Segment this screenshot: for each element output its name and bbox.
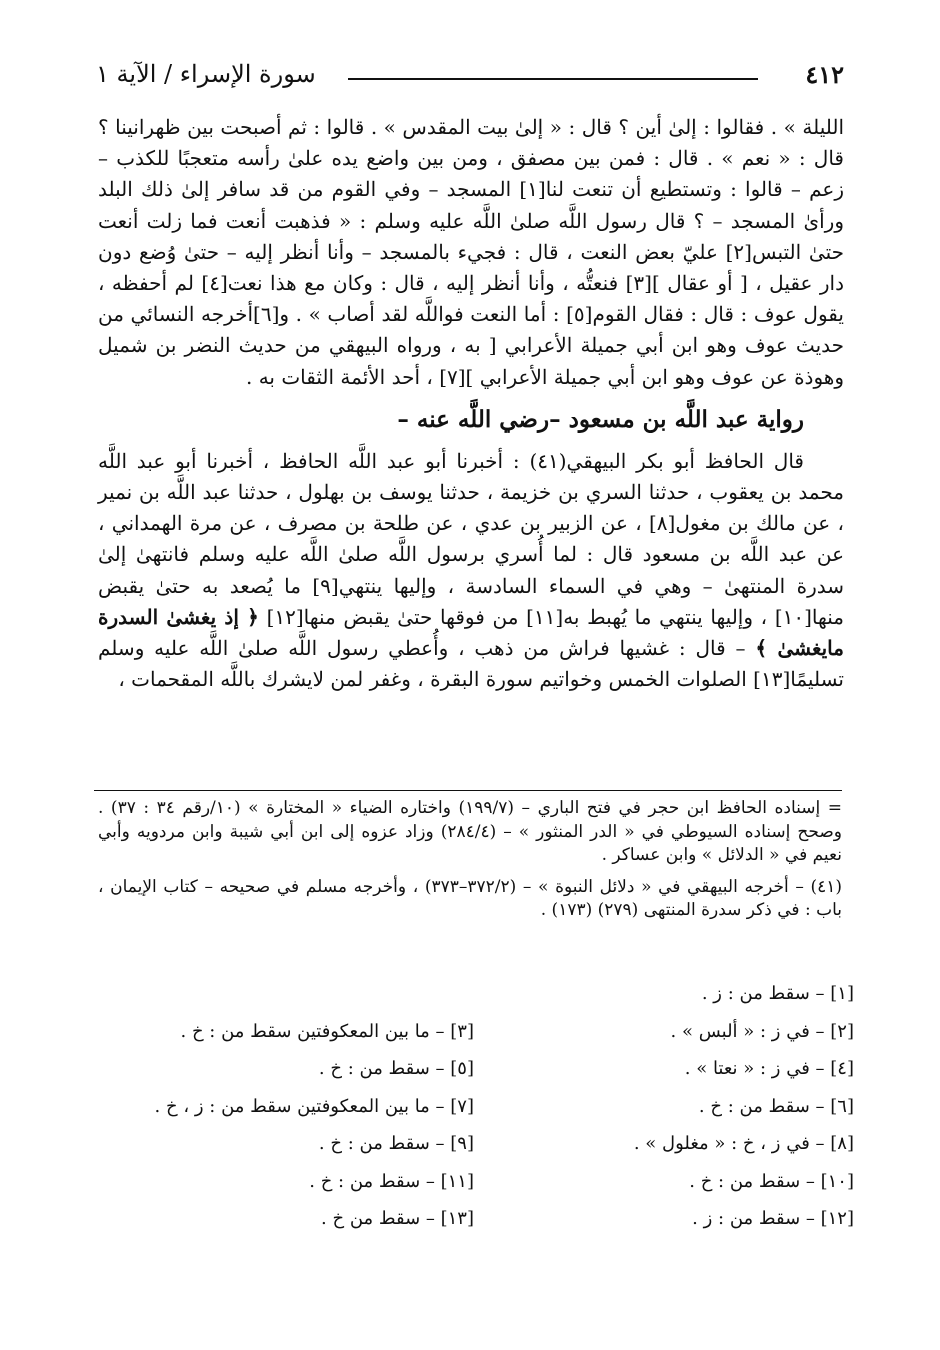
paragraph-intro: قال الحافظ أبو بكر البيهقي(٤١) : أخبرنا أبو عبد اللَّه الحافظ ، أخبرنا أبو عبد اللَّه محمد بن يعقوب ، حدثنا السري بن خزيمة ، حدثنا يوسف بن بهلول ، حدثنا عبد اللَّه بن نمير ، عن مالك بن مغول[٨] ، عن الزبير بن عدي ، عن طلحة بن مصرف ، عن مرة الهمداني ، عن عبد اللَّه بن مسعود قال : لما أُسري برسول اللَّه صلىٰ اللَّه عليه وسلم فانتهىٰ إلىٰ سدرة المنتهىٰ – وهي في السماء السادسة ، وإليها ينتهي[٩] ما يُصعد به حتىٰ يقبض منها[١٠] ، وإليها ينتهي ما يُهبط به[١١] من فوقها حتىٰ يقبض منها[١٢] — [98, 448, 845, 629]
variant-note: [١٠] – سقط من : خ . — [689, 1170, 854, 1192]
variant-row — [98, 1125, 854, 1163]
variant-note: [٨] – في ز ، خ : « مغلول » . — [633, 1133, 854, 1155]
running-title: سورة الإسراء / الآية ١ — [96, 60, 316, 88]
footnote-continued: = إسناده الحافظ ابن حجر في فتح الباري – (١٩٩/٧) واختاره الضياء « المختارة » (١٠/رقم ٣٤ : ٣٧) . وصحح إسناده السيوطي في « الدر المنثور » – (٢٨٤/٤) وزاد عزوه إلى ابن أبي شيبة وابن مردويه وأبي نعيم في « الدلائل » وابن عساكر . — [98, 798, 843, 865]
paragraph: الليلة » . فقالوا : إلىٰ أين ؟ قال : « إلىٰ بيت المقدس » . قالوا : ثم أصبحت بين ظهرانينا ؟ قال : « نعم » . قال : فمن بين مصفق ، ومن بين واضع يده علىٰ رأسه متعجبًا للكذب – زعم – قالوا : وتستطيع أن تنعت لنا[١] المسجد – وفي القوم من قد سافر إلىٰ ذلك البلد ورأىٰ المسجد – ؟ قال رسول اللَّه صلىٰ اللَّه عليه وسلم : « فذهبت أنعت فما زلت أنعت حتىٰ التبس[٢] عليّ بعض النعت ، قال : فجيء بالمسجد – وأنا أنظر إليه – حتىٰ وُضع دون دار عقيل ، [ أو عقال ][٣] فنعتُّه ، وأنا أنظر إليه ، قال : وكان مع هذا نعت[٤] لم أحفظه ، يقول عوف : قال : فقال القوم[٥] : أما النعت فواللَّه لقد أصاب » . و[٦]أخرجه النسائي من حديث عوف وهو ابن أبي جميلة الأعرابي [ به ، ورواه البيهقي من حديث النضر بن شميل وهوذة عن عوف وهو ابن أبي جميلة الأعرابي ][٧] ، أحد الأئمة الثقات به . — [98, 115, 844, 389]
section-heading: رواية عبد اللَّه بن مسعود –رضي اللَّه عنه – — [397, 405, 804, 433]
variant-note: [٤] – في ز : « نعتا » . — [684, 1058, 854, 1080]
variant-note: [١] – سقط من : ز . — [701, 983, 854, 1005]
footnote-rule — [94, 790, 842, 791]
header-rule — [348, 78, 758, 80]
paragraph — [98, 446, 844, 696]
variant-notes — [98, 975, 854, 1238]
variant-row — [98, 1050, 854, 1088]
variant-row — [98, 1163, 854, 1201]
page-header — [96, 58, 844, 98]
variant-row — [98, 975, 854, 1013]
main-text — [98, 112, 844, 695]
variant-row — [98, 1088, 854, 1126]
quran-verse: ﴿ إذ يغشىٰ السدرة مايغشىٰ ﴾ — [98, 604, 844, 661]
variant-note: [١١] – سقط من : خ . — [309, 1170, 474, 1192]
footnote-41: (٤١) – أخرجه البيهقي في « دلائل النبوة » – (٣٧٢/٢–٣٧٣) ، وأخرجه مسلم في صحيحه – كتاب الإيمان ، باب : في ذكر سدرة المنتهى (٢٧٩) (١٧٣) . — [98, 876, 842, 920]
variant-row — [98, 1200, 854, 1238]
variant-note: [١٢] – سقط من : ز . — [692, 1208, 854, 1230]
variant-note: [٦] – سقط من : خ . — [698, 1095, 854, 1117]
page-number: ٤١٢ — [805, 60, 844, 89]
variant-note: [١٣] – سقط من خ . — [321, 1208, 474, 1230]
variant-note: [٥] – سقط من : خ . — [318, 1058, 474, 1080]
variant-note: [٢] – في ز : « ألبس » . — [670, 1020, 854, 1042]
paragraph-rest: – قال : غشيها فراش من ذهب ، وأُعطي رسول اللَّه صلىٰ اللَّه عليه وسلم تسليمًا[١٣] الصلوات الخمس وخواتيم سورة البقرة ، وغفر لمن لايشرك باللَّه المقحمات ، — [98, 636, 844, 692]
variant-note: [٧] – ما بين المعكوفتين سقط من : ز ، خ . — [154, 1095, 474, 1117]
variant-row — [98, 1013, 854, 1051]
variant-note: [٣] – ما بين المعكوفتين سقط من : خ . — [180, 1020, 474, 1042]
variant-note: [٩] – سقط من : خ . — [318, 1133, 474, 1155]
footnotes — [98, 797, 842, 929]
